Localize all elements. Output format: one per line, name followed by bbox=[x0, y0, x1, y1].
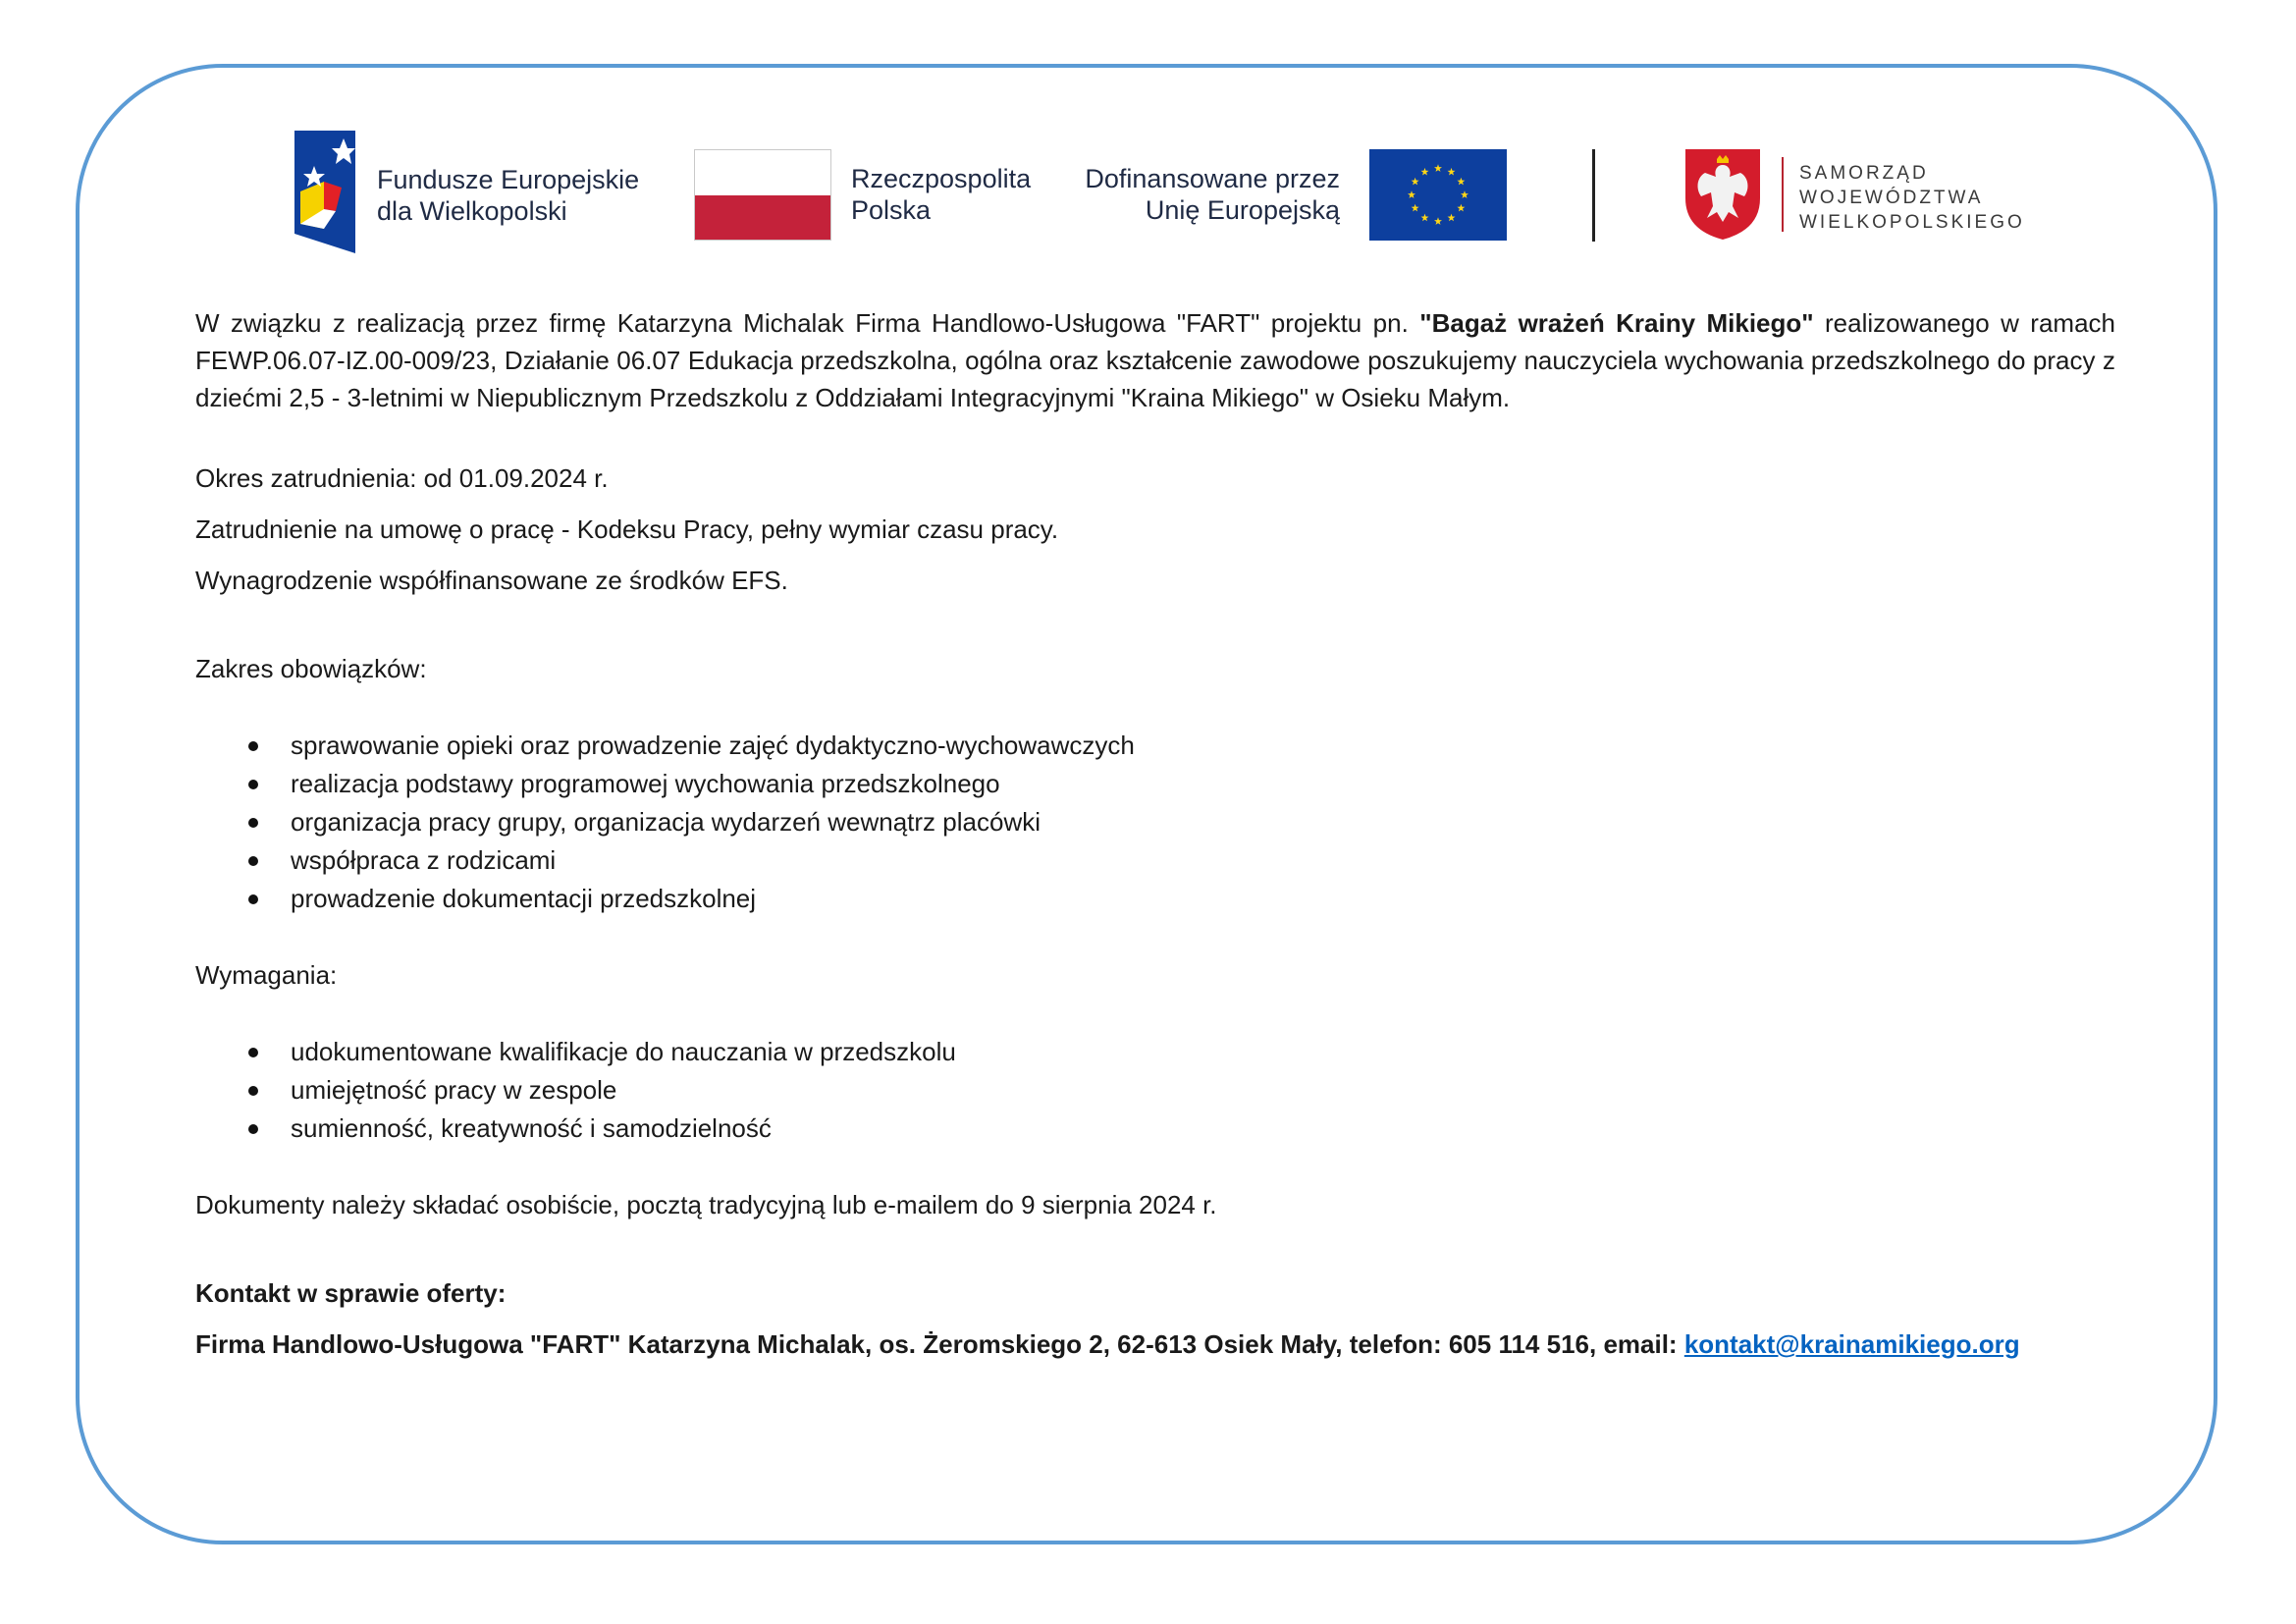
sw-logo-line3: WIELKOPOLSKIEGO bbox=[1799, 212, 2025, 233]
list-item: sprawowanie opieki oraz prowadzenie zajęć dydaktyczno-wychowawczych bbox=[195, 727, 1135, 765]
list-item: współpraca z rodzicami bbox=[195, 841, 1135, 880]
documents-deadline: Dokumenty należy składać osobiście, pocztą tradycyjną lub e-mailem do 9 sierpnia 2024 r. bbox=[195, 1190, 1217, 1219]
employment-period: Okres zatrudnienia: od 01.09.2024 r. bbox=[195, 463, 609, 493]
list-item: prowadzenie dokumentacji przedszkolnej bbox=[195, 880, 1135, 918]
logo-fundusze-europejskie bbox=[294, 131, 653, 253]
logo-samorzad-wojewodztwa bbox=[1683, 147, 2037, 245]
announcement-body bbox=[195, 304, 2115, 1359]
list-item: umiejętność pracy w zespole bbox=[195, 1071, 956, 1110]
eu-flag-icon bbox=[1369, 149, 1507, 241]
eagle-crest-icon bbox=[1683, 147, 1762, 242]
sw-logo-line2: WOJEWÓDZTWA bbox=[1799, 188, 1984, 208]
logo-red-bar bbox=[1782, 157, 1784, 232]
employment-contract: Zatrudnienie na umowę o pracę - Kodeksu Pracy, pełny wymiar czasu pracy. bbox=[195, 514, 1059, 544]
contact-details-text: Firma Handlowo-Usługowa "FART" Katarzyna Michalak, os. Żeromskiego 2, 62-613 Osiek Mały, telefon: 605 114 516, email: bbox=[195, 1329, 1684, 1359]
fe-logo-line1: Fundusze Europejskie bbox=[377, 165, 640, 194]
logo-eu-cofinanced bbox=[1080, 149, 1507, 243]
polish-flag-icon bbox=[694, 149, 831, 241]
contact-email-link[interactable]: kontakt@krainamikiego.org bbox=[1683, 1329, 2020, 1359]
sw-logo-line1: SAMORZĄD bbox=[1799, 163, 1929, 184]
rp-logo-line1: Rzeczpospolita bbox=[851, 164, 1032, 193]
logo-header bbox=[0, 0, 2296, 255]
intro-paragraph bbox=[195, 304, 2115, 416]
eu-logo-line2: Unię Europejską bbox=[1145, 195, 1340, 225]
requirements-heading: Wymagania: bbox=[195, 960, 338, 990]
eu-logo-line1: Dofinansowane przez bbox=[1085, 164, 1340, 193]
fe-logo-line2: dla Wielkopolski bbox=[377, 196, 567, 226]
logo-rzeczpospolita bbox=[694, 149, 1087, 243]
intro-text-part1: W związku z realizacją przez firmę Katarzyna Michalak Firma Handlowo-Usługowa "FART" projektu pn. bbox=[195, 308, 1420, 338]
logo-separator bbox=[1592, 149, 1595, 242]
list-item: organizacja pracy grupy, organizacja wydarzeń wewnątrz placówki bbox=[195, 803, 1135, 841]
duties-heading: Zakres obowiązków: bbox=[195, 654, 427, 683]
contact-details bbox=[195, 1326, 2020, 1363]
fe-star-logo-icon bbox=[294, 131, 355, 253]
duties-list bbox=[195, 727, 1135, 918]
list-item: sumienność, kreatywność i samodzielność bbox=[195, 1110, 956, 1148]
intro-text-part2: realizowanego w ramach FEWP.06.07-IZ.00-009/23, Działanie 06.07 Edukacja przedszkolna, ogólna oraz kształcenie zawodowe poszukujemy nauczyciela wychowania przedszkolnego do pracy z dziećmi 2,5 - 3-letnimi w Niepublicznym Przedszkolu z Oddziałami Integracyjnymi "Kraina Mikiego" w Osieku Małym. bbox=[195, 308, 2115, 412]
requirements-list bbox=[195, 1033, 956, 1148]
list-item: udokumentowane kwalifikacje do nauczania w przedszkolu bbox=[195, 1033, 956, 1071]
contact-heading: Kontakt w sprawie oferty: bbox=[195, 1278, 507, 1308]
employment-salary: Wynagrodzenie współfinansowane ze środków EFS. bbox=[195, 566, 788, 595]
list-item: realizacja podstawy programowej wychowania przedszkolnego bbox=[195, 765, 1135, 803]
project-name: "Bagaż wrażeń Krainy Mikiego" bbox=[1419, 308, 1814, 338]
rp-logo-line2: Polska bbox=[851, 195, 932, 225]
